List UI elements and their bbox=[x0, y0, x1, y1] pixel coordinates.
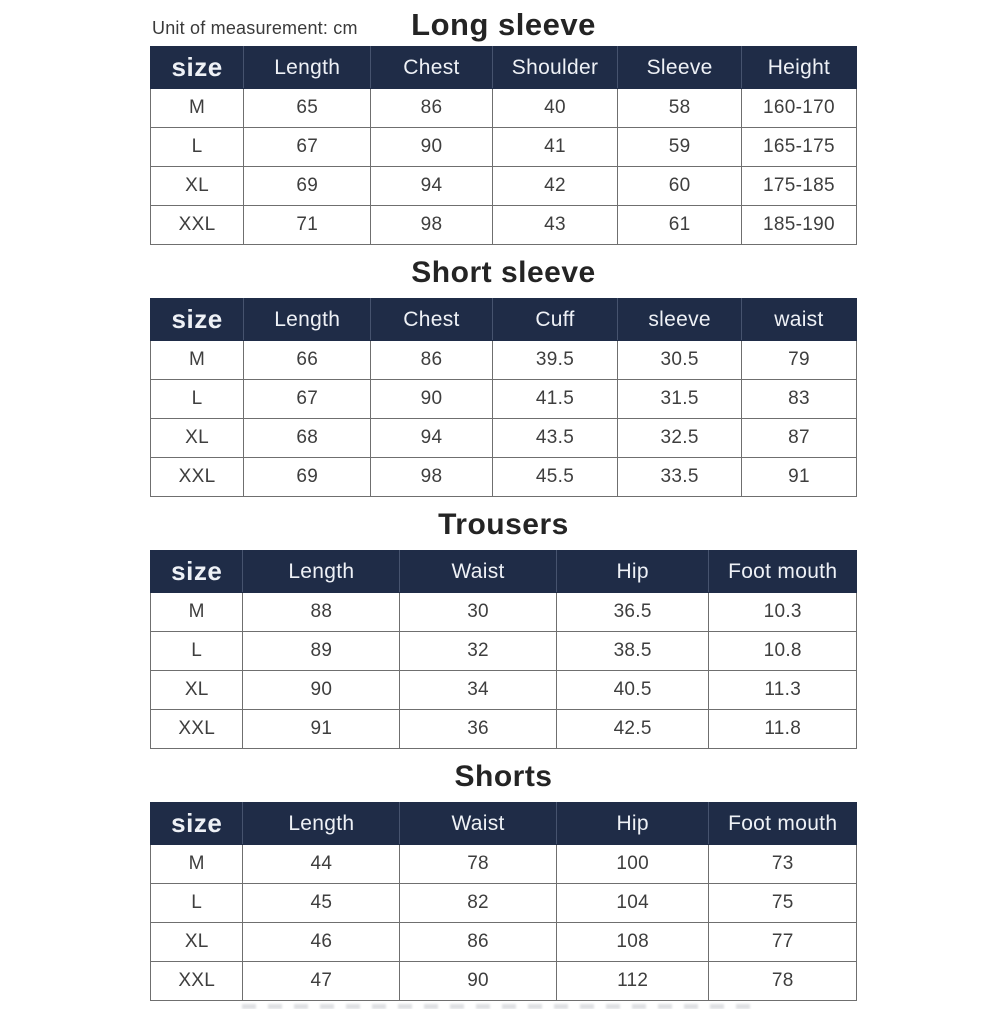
size-cell: L bbox=[151, 884, 243, 923]
column-header-waist: waist bbox=[741, 299, 856, 341]
value-cell: 68 bbox=[244, 419, 371, 458]
size-cell: L bbox=[151, 380, 244, 419]
value-cell: 59 bbox=[618, 128, 742, 167]
table-row bbox=[151, 845, 857, 884]
section-short-sleeve bbox=[150, 254, 857, 497]
value-cell: 86 bbox=[400, 923, 557, 962]
value-cell: 41.5 bbox=[492, 380, 618, 419]
section-title-long-sleeve: Long sleeve bbox=[411, 7, 596, 42]
column-header-sleeve: sleeve bbox=[618, 299, 742, 341]
value-cell: 46 bbox=[243, 923, 400, 962]
column-header-waist: Waist bbox=[400, 803, 557, 845]
value-cell: 78 bbox=[400, 845, 557, 884]
table-row bbox=[151, 923, 857, 962]
cropped-text-artifact bbox=[242, 1004, 751, 1009]
section-title-short-sleeve: Short sleeve bbox=[411, 256, 596, 289]
value-cell: 104 bbox=[556, 884, 708, 923]
value-cell: 10.8 bbox=[709, 632, 857, 671]
column-header-length: Length bbox=[244, 299, 371, 341]
size-table-trousers bbox=[150, 550, 857, 749]
value-cell: 77 bbox=[709, 923, 857, 962]
value-cell: 185-190 bbox=[741, 206, 856, 245]
value-cell: 65 bbox=[244, 89, 371, 128]
value-cell: 69 bbox=[244, 167, 371, 206]
table-row bbox=[151, 671, 857, 710]
value-cell: 41 bbox=[492, 128, 618, 167]
value-cell: 42 bbox=[492, 167, 618, 206]
value-cell: 31.5 bbox=[618, 380, 742, 419]
value-cell: 94 bbox=[371, 419, 492, 458]
column-header-size: size bbox=[151, 551, 243, 593]
column-header-sleeve: Sleeve bbox=[618, 47, 742, 89]
value-cell: 91 bbox=[243, 710, 400, 749]
value-cell: 79 bbox=[741, 341, 856, 380]
value-cell: 44 bbox=[243, 845, 400, 884]
size-cell: XXL bbox=[151, 206, 244, 245]
value-cell: 87 bbox=[741, 419, 856, 458]
value-cell: 90 bbox=[371, 128, 492, 167]
value-cell: 94 bbox=[371, 167, 492, 206]
value-cell: 40 bbox=[492, 89, 618, 128]
value-cell: 82 bbox=[400, 884, 557, 923]
column-header-length: Length bbox=[243, 551, 400, 593]
table-row bbox=[151, 962, 857, 1001]
size-cell: XXL bbox=[151, 458, 244, 497]
value-cell: 90 bbox=[243, 671, 400, 710]
value-cell: 160-170 bbox=[741, 89, 856, 128]
value-cell: 45.5 bbox=[492, 458, 618, 497]
header-row bbox=[151, 803, 857, 845]
size-table-short-sleeve bbox=[150, 298, 857, 497]
size-cell: M bbox=[151, 845, 243, 884]
size-chart-page bbox=[150, 0, 857, 1009]
column-header-size: size bbox=[151, 47, 244, 89]
value-cell: 36.5 bbox=[556, 593, 708, 632]
column-header-waist: Waist bbox=[400, 551, 557, 593]
size-table-long-sleeve bbox=[150, 46, 857, 245]
table-row bbox=[151, 593, 857, 632]
section-trousers bbox=[150, 506, 857, 749]
column-header-size: size bbox=[151, 299, 244, 341]
header-row bbox=[151, 551, 857, 593]
section-long-sleeve bbox=[150, 0, 857, 245]
value-cell: 83 bbox=[741, 380, 856, 419]
value-cell: 86 bbox=[371, 89, 492, 128]
value-cell: 78 bbox=[709, 962, 857, 1001]
value-cell: 33.5 bbox=[618, 458, 742, 497]
value-cell: 42.5 bbox=[556, 710, 708, 749]
column-header-cuff: Cuff bbox=[492, 299, 618, 341]
value-cell: 90 bbox=[371, 380, 492, 419]
value-cell: 32 bbox=[400, 632, 557, 671]
value-cell: 60 bbox=[618, 167, 742, 206]
value-cell: 73 bbox=[709, 845, 857, 884]
value-cell: 34 bbox=[400, 671, 557, 710]
value-cell: 58 bbox=[618, 89, 742, 128]
value-cell: 36 bbox=[400, 710, 557, 749]
header-row bbox=[151, 299, 857, 341]
size-cell: M bbox=[151, 593, 243, 632]
column-header-height: Height bbox=[741, 47, 856, 89]
column-header-size: size bbox=[151, 803, 243, 845]
column-header-hip: Hip bbox=[556, 803, 708, 845]
value-cell: 89 bbox=[243, 632, 400, 671]
size-cell: XL bbox=[151, 923, 243, 962]
value-cell: 165-175 bbox=[741, 128, 856, 167]
value-cell: 30.5 bbox=[618, 341, 742, 380]
value-cell: 91 bbox=[741, 458, 856, 497]
value-cell: 98 bbox=[371, 458, 492, 497]
value-cell: 67 bbox=[244, 380, 371, 419]
value-cell: 98 bbox=[371, 206, 492, 245]
value-cell: 10.3 bbox=[709, 593, 857, 632]
table-row bbox=[151, 341, 857, 380]
value-cell: 67 bbox=[244, 128, 371, 167]
table-row bbox=[151, 419, 857, 458]
column-header-foot-mouth: Foot mouth bbox=[709, 551, 857, 593]
value-cell: 175-185 bbox=[741, 167, 856, 206]
value-cell: 38.5 bbox=[556, 632, 708, 671]
header-row bbox=[151, 47, 857, 89]
table-row bbox=[151, 884, 857, 923]
table-row bbox=[151, 458, 857, 497]
value-cell: 45 bbox=[243, 884, 400, 923]
section-shorts bbox=[150, 758, 857, 1001]
value-cell: 66 bbox=[244, 341, 371, 380]
value-cell: 43.5 bbox=[492, 419, 618, 458]
column-header-length: Length bbox=[244, 47, 371, 89]
value-cell: 39.5 bbox=[492, 341, 618, 380]
column-header-chest: Chest bbox=[371, 299, 492, 341]
value-cell: 43 bbox=[492, 206, 618, 245]
table-row bbox=[151, 89, 857, 128]
value-cell: 40.5 bbox=[556, 671, 708, 710]
value-cell: 86 bbox=[371, 341, 492, 380]
value-cell: 11.3 bbox=[709, 671, 857, 710]
table-row bbox=[151, 167, 857, 206]
value-cell: 75 bbox=[709, 884, 857, 923]
size-cell: M bbox=[151, 341, 244, 380]
size-table-shorts bbox=[150, 802, 857, 1001]
value-cell: 32.5 bbox=[618, 419, 742, 458]
size-cell: L bbox=[151, 128, 244, 167]
value-cell: 88 bbox=[243, 593, 400, 632]
value-cell: 11.8 bbox=[709, 710, 857, 749]
size-cell: M bbox=[151, 89, 244, 128]
table-row bbox=[151, 632, 857, 671]
value-cell: 30 bbox=[400, 593, 557, 632]
size-cell: XL bbox=[151, 671, 243, 710]
column-header-foot-mouth: Foot mouth bbox=[709, 803, 857, 845]
section-title-trousers: Trousers bbox=[438, 508, 569, 541]
column-header-hip: Hip bbox=[556, 551, 708, 593]
size-cell: XL bbox=[151, 419, 244, 458]
table-row bbox=[151, 710, 857, 749]
column-header-chest: Chest bbox=[371, 47, 492, 89]
column-header-length: Length bbox=[243, 803, 400, 845]
size-cell: L bbox=[151, 632, 243, 671]
value-cell: 90 bbox=[400, 962, 557, 1001]
value-cell: 69 bbox=[244, 458, 371, 497]
table-row bbox=[151, 128, 857, 167]
table-row bbox=[151, 380, 857, 419]
value-cell: 100 bbox=[556, 845, 708, 884]
size-cell: XXL bbox=[151, 710, 243, 749]
value-cell: 61 bbox=[618, 206, 742, 245]
value-cell: 112 bbox=[556, 962, 708, 1001]
table-row bbox=[151, 206, 857, 245]
long-sleeve-header-area bbox=[150, 0, 857, 46]
value-cell: 108 bbox=[556, 923, 708, 962]
size-cell: XXL bbox=[151, 962, 243, 1001]
value-cell: 47 bbox=[243, 962, 400, 1001]
unit-note: Unit of measurement: cm bbox=[152, 18, 358, 38]
column-header-shoulder: Shoulder bbox=[492, 47, 618, 89]
value-cell: 71 bbox=[244, 206, 371, 245]
size-cell: XL bbox=[151, 167, 244, 206]
section-title-shorts: Shorts bbox=[454, 760, 553, 793]
